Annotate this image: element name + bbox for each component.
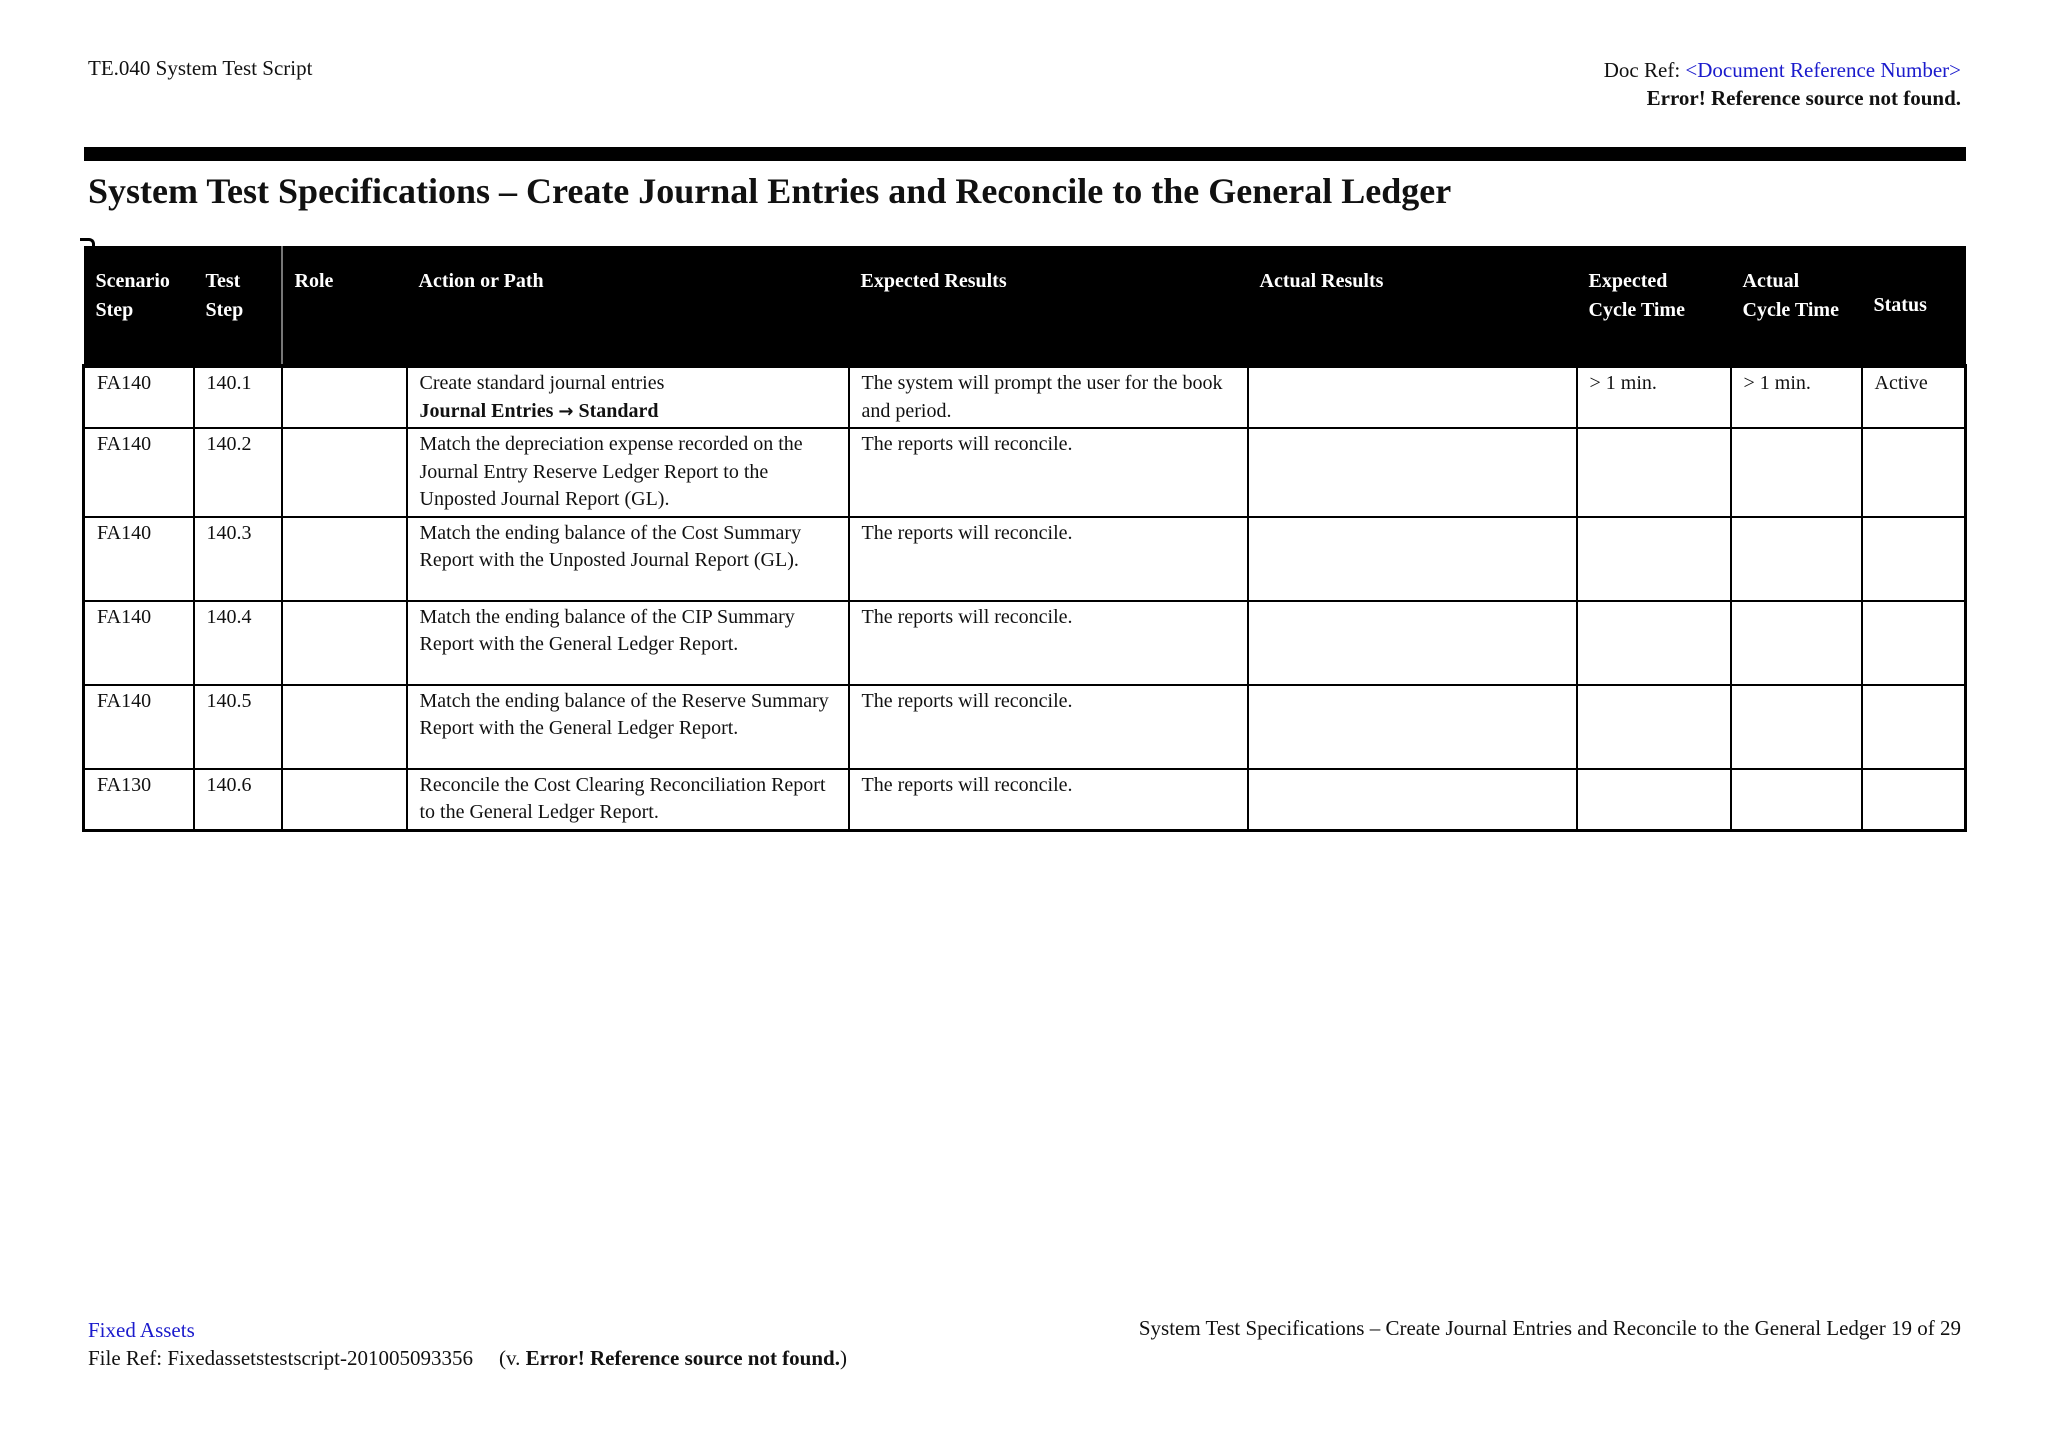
cell-role[interactable] [282,517,407,601]
cell-expected-cycle-time [1577,601,1731,685]
cell-role[interactable] [282,601,407,685]
document-header-title: TE.040 System Test Script [88,56,313,80]
column-header-test-step: Test Step [194,246,282,366]
cell-scenario-step: FA140 [84,601,194,685]
cell-scenario-step: FA140 [84,428,194,517]
cell-expected-cycle-time [1577,428,1731,517]
cell-actual-results[interactable] [1248,517,1577,601]
cell-actual-results[interactable] [1248,428,1577,517]
footer-file-ref-line [88,1344,847,1372]
cell-actual-cycle-time[interactable]: > 1 min. [1731,366,1862,428]
table-header-row [84,246,1966,366]
cell-action: Match the depreciation expense recorded on the Journal Entry Reserve Ledger Report to the Unposted Journal Report (GL). [407,428,849,517]
footer-version-open: (v. [498,1346,526,1370]
column-header-role: Role [282,246,407,366]
cell-action [407,366,849,428]
cell-test-step: 140.6 [194,769,282,831]
cell-role[interactable] [282,366,407,428]
doc-ref-field[interactable]: <Document Reference Number> [1685,58,1961,82]
cell-status[interactable] [1862,685,1966,769]
footer-page-info: System Test Specifications – Create Journal Entries and Reconcile to the General Ledger 19 of 29 [1138,1316,1961,1340]
cell-action: Match the ending balance of the CIP Summary Report with the General Ledger Report. [407,601,849,685]
table-row [84,517,1966,601]
action-text: Create standard journal entries [419,372,665,394]
cell-expected-results: The reports will reconcile. [849,517,1248,601]
cell-status[interactable] [1862,428,1966,517]
cell-scenario-step: FA140 [84,517,194,601]
cell-status[interactable] [1862,517,1966,601]
cell-expected-results: The system will prompt the user for the book and period. [849,366,1248,428]
cell-actual-results[interactable] [1248,769,1577,831]
cell-action: Match the ending balance of the Reserve Summary Report with the General Ledger Report. [407,685,849,769]
cell-actual-results[interactable] [1248,601,1577,685]
cell-scenario-step: FA140 [84,685,194,769]
cell-expected-results: The reports will reconcile. [849,685,1248,769]
table-row [84,428,1966,517]
cell-expected-results: The reports will reconcile. [849,428,1248,517]
footer-section-link[interactable]: Fixed Assets [88,1318,195,1342]
cell-role[interactable] [282,428,407,517]
test-specification-table [82,246,1967,832]
cell-actual-cycle-time[interactable] [1731,769,1862,831]
nav-path-to: Standard [578,399,659,422]
column-header-scenario-step: Scenario Step [84,246,194,366]
cell-actual-cycle-time[interactable] [1731,428,1862,517]
table-row [84,685,1966,769]
cell-expected-results: The reports will reconcile. [849,769,1248,831]
cell-test-step: 140.5 [194,685,282,769]
table-row [84,769,1966,831]
cell-test-step: 140.3 [194,517,282,601]
cell-action: Reconcile the Cost Clearing Reconciliation Report to the General Ledger Report. [407,769,849,831]
cell-test-step: 140.4 [194,601,282,685]
column-header-action-or-path: Action or Path [407,246,849,366]
table-row [84,366,1966,428]
document-footer-left [88,1316,847,1372]
cell-actual-cycle-time[interactable] [1731,601,1862,685]
cell-status[interactable]: Active [1862,366,1966,428]
cell-expected-cycle-time [1577,517,1731,601]
cell-test-step: 140.2 [194,428,282,517]
footer-version-close: ) [839,1346,847,1370]
column-header-actual-cycle-time: Actual Cycle Time [1731,246,1862,366]
header-divider [84,147,1966,161]
cell-role[interactable] [282,769,407,831]
document-header-ref [1604,56,1961,112]
cell-scenario-step: FA130 [84,769,194,831]
doc-ref-label: Doc Ref: [1603,58,1686,82]
cell-expected-results: The reports will reconcile. [849,601,1248,685]
cell-scenario-step: FA140 [84,366,194,428]
cell-status[interactable] [1862,769,1966,831]
cell-test-step: 140.1 [194,366,282,428]
cell-expected-cycle-time [1577,769,1731,831]
cell-actual-results[interactable] [1248,366,1577,428]
column-header-expected-results: Expected Results [849,246,1248,366]
footer-version-error: Error! Reference source not found. [525,1346,840,1370]
arrow-right-icon: → [558,400,574,422]
header-reference-error: Error! Reference source not found. [1646,86,1961,110]
footer-file-ref: File Ref: Fixedassetstestscript-201005093356 [88,1346,473,1370]
page-title: System Test Specifications – Create Journal Entries and Reconcile to the General Ledger [88,171,1452,211]
nav-path-from: Journal Entries [419,399,554,422]
cell-expected-cycle-time [1577,685,1731,769]
column-header-status: Status [1862,246,1966,366]
cell-role[interactable] [282,685,407,769]
cell-expected-cycle-time: > 1 min. [1577,366,1731,428]
navigation-path [420,398,836,426]
cell-action: Match the ending balance of the Cost Summary Report with the Unposted Journal Report (GL). [407,517,849,601]
cell-status[interactable] [1862,601,1966,685]
column-header-actual-results: Actual Results [1248,246,1577,366]
cell-actual-cycle-time[interactable] [1731,685,1862,769]
table-row [84,601,1966,685]
cell-actual-cycle-time[interactable] [1731,517,1862,601]
cell-actual-results[interactable] [1248,685,1577,769]
column-header-expected-cycle-time: Expected Cycle Time [1577,246,1731,366]
